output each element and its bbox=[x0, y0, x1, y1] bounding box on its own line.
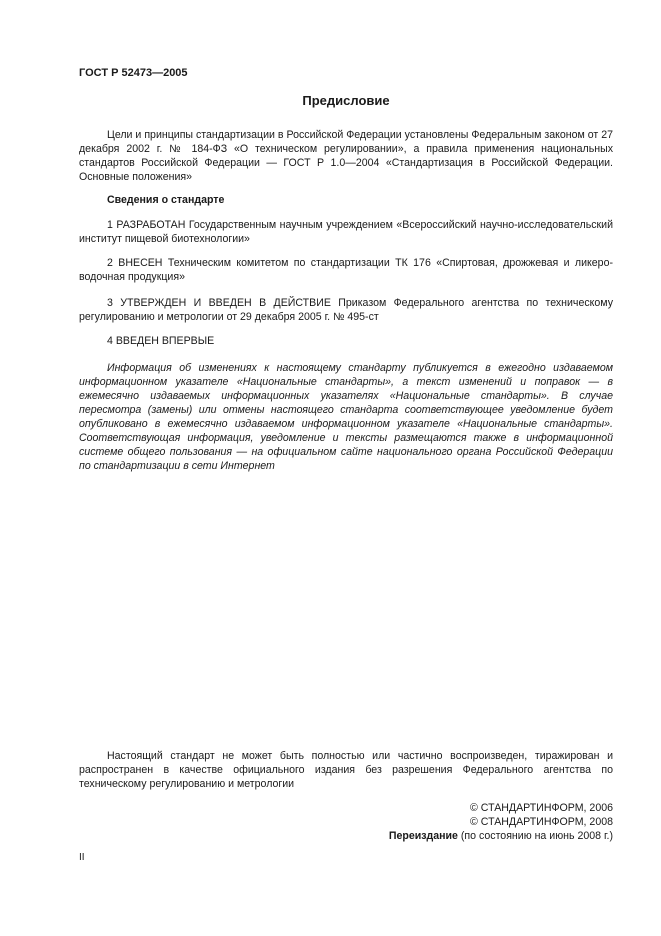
reissue-line bbox=[389, 829, 613, 843]
item-2: 2 ВНЕСЕН Техническим комитетом по стандартизации ТК 176 «Спиртовая, дрожжевая и ликеро-водочная продукция» bbox=[79, 257, 613, 283]
page-title: Предисловие bbox=[302, 93, 390, 108]
reissue-note: (по состоянию на июнь 2008 г.) bbox=[457, 830, 613, 842]
intro-paragraph: Цели и принципы стандартизации в Российской Федерации установлены Федеральным законом от 27 декабря 2002 г. № 184-ФЗ «О техническом регулировании», а правила применения национальных стандартов Российской Федерации — ГОСТ Р 1.0—2004 «Стандартизация в Российской Федерации. Основные положения» bbox=[79, 129, 613, 183]
item-1: 1 РАЗРАБОТАН Государственным научным учреждением «Всероссийский научно-исследовательский институт пищевой биотехнологии» bbox=[79, 219, 613, 245]
document-header: ГОСТ Р 52473—2005 bbox=[79, 67, 188, 79]
item-4: 4 ВВЕДЕН ВПЕРВЫЕ bbox=[107, 335, 215, 347]
info-heading: Сведения о стандарте bbox=[107, 194, 225, 206]
item-3: 3 УТВЕРЖДЕН И ВВЕДЕН В ДЕЙСТВИЕ Приказом Федерального агентства по техническому регулированию и метрологии от 29 декабря 2005 г. № 495-ст bbox=[79, 297, 613, 323]
notice-paragraph: Информация об изменениях к настоящему стандарту публикуется в ежегодно издаваемом информационном указателе «Национальные стандарты», а текст изменений и поправок — в ежемесячно издаваемых информационных указателях «Национальные стандарты». В случае пересмотра (замены) или отмены настоящего стандарта соответствующее уведомление будет опубликовано в ежемесячно издаваемом информационном указателе «Национальные стандарты». Соответствующая информация, уведомление и тексты размещаются также в информационной системе общего пользования — на официальном сайте национального органа Российской Федерации по стандартизации в сети Интернет bbox=[79, 362, 613, 472]
copyright-notice: Настоящий стандарт не может быть полностью или частично воспроизведен, тиражирован и распространен в качестве официального издания без разрешения Федерального агентства по техническому регулированию и метрологии bbox=[79, 750, 613, 790]
reissue-label: Переиздание bbox=[388, 830, 458, 842]
copyright-2006: © СТАНДАРТИНФОРМ, 2006 bbox=[470, 802, 613, 814]
copyright-2008: © СТАНДАРТИНФОРМ, 2008 bbox=[470, 816, 613, 828]
page-number: II bbox=[79, 852, 85, 863]
